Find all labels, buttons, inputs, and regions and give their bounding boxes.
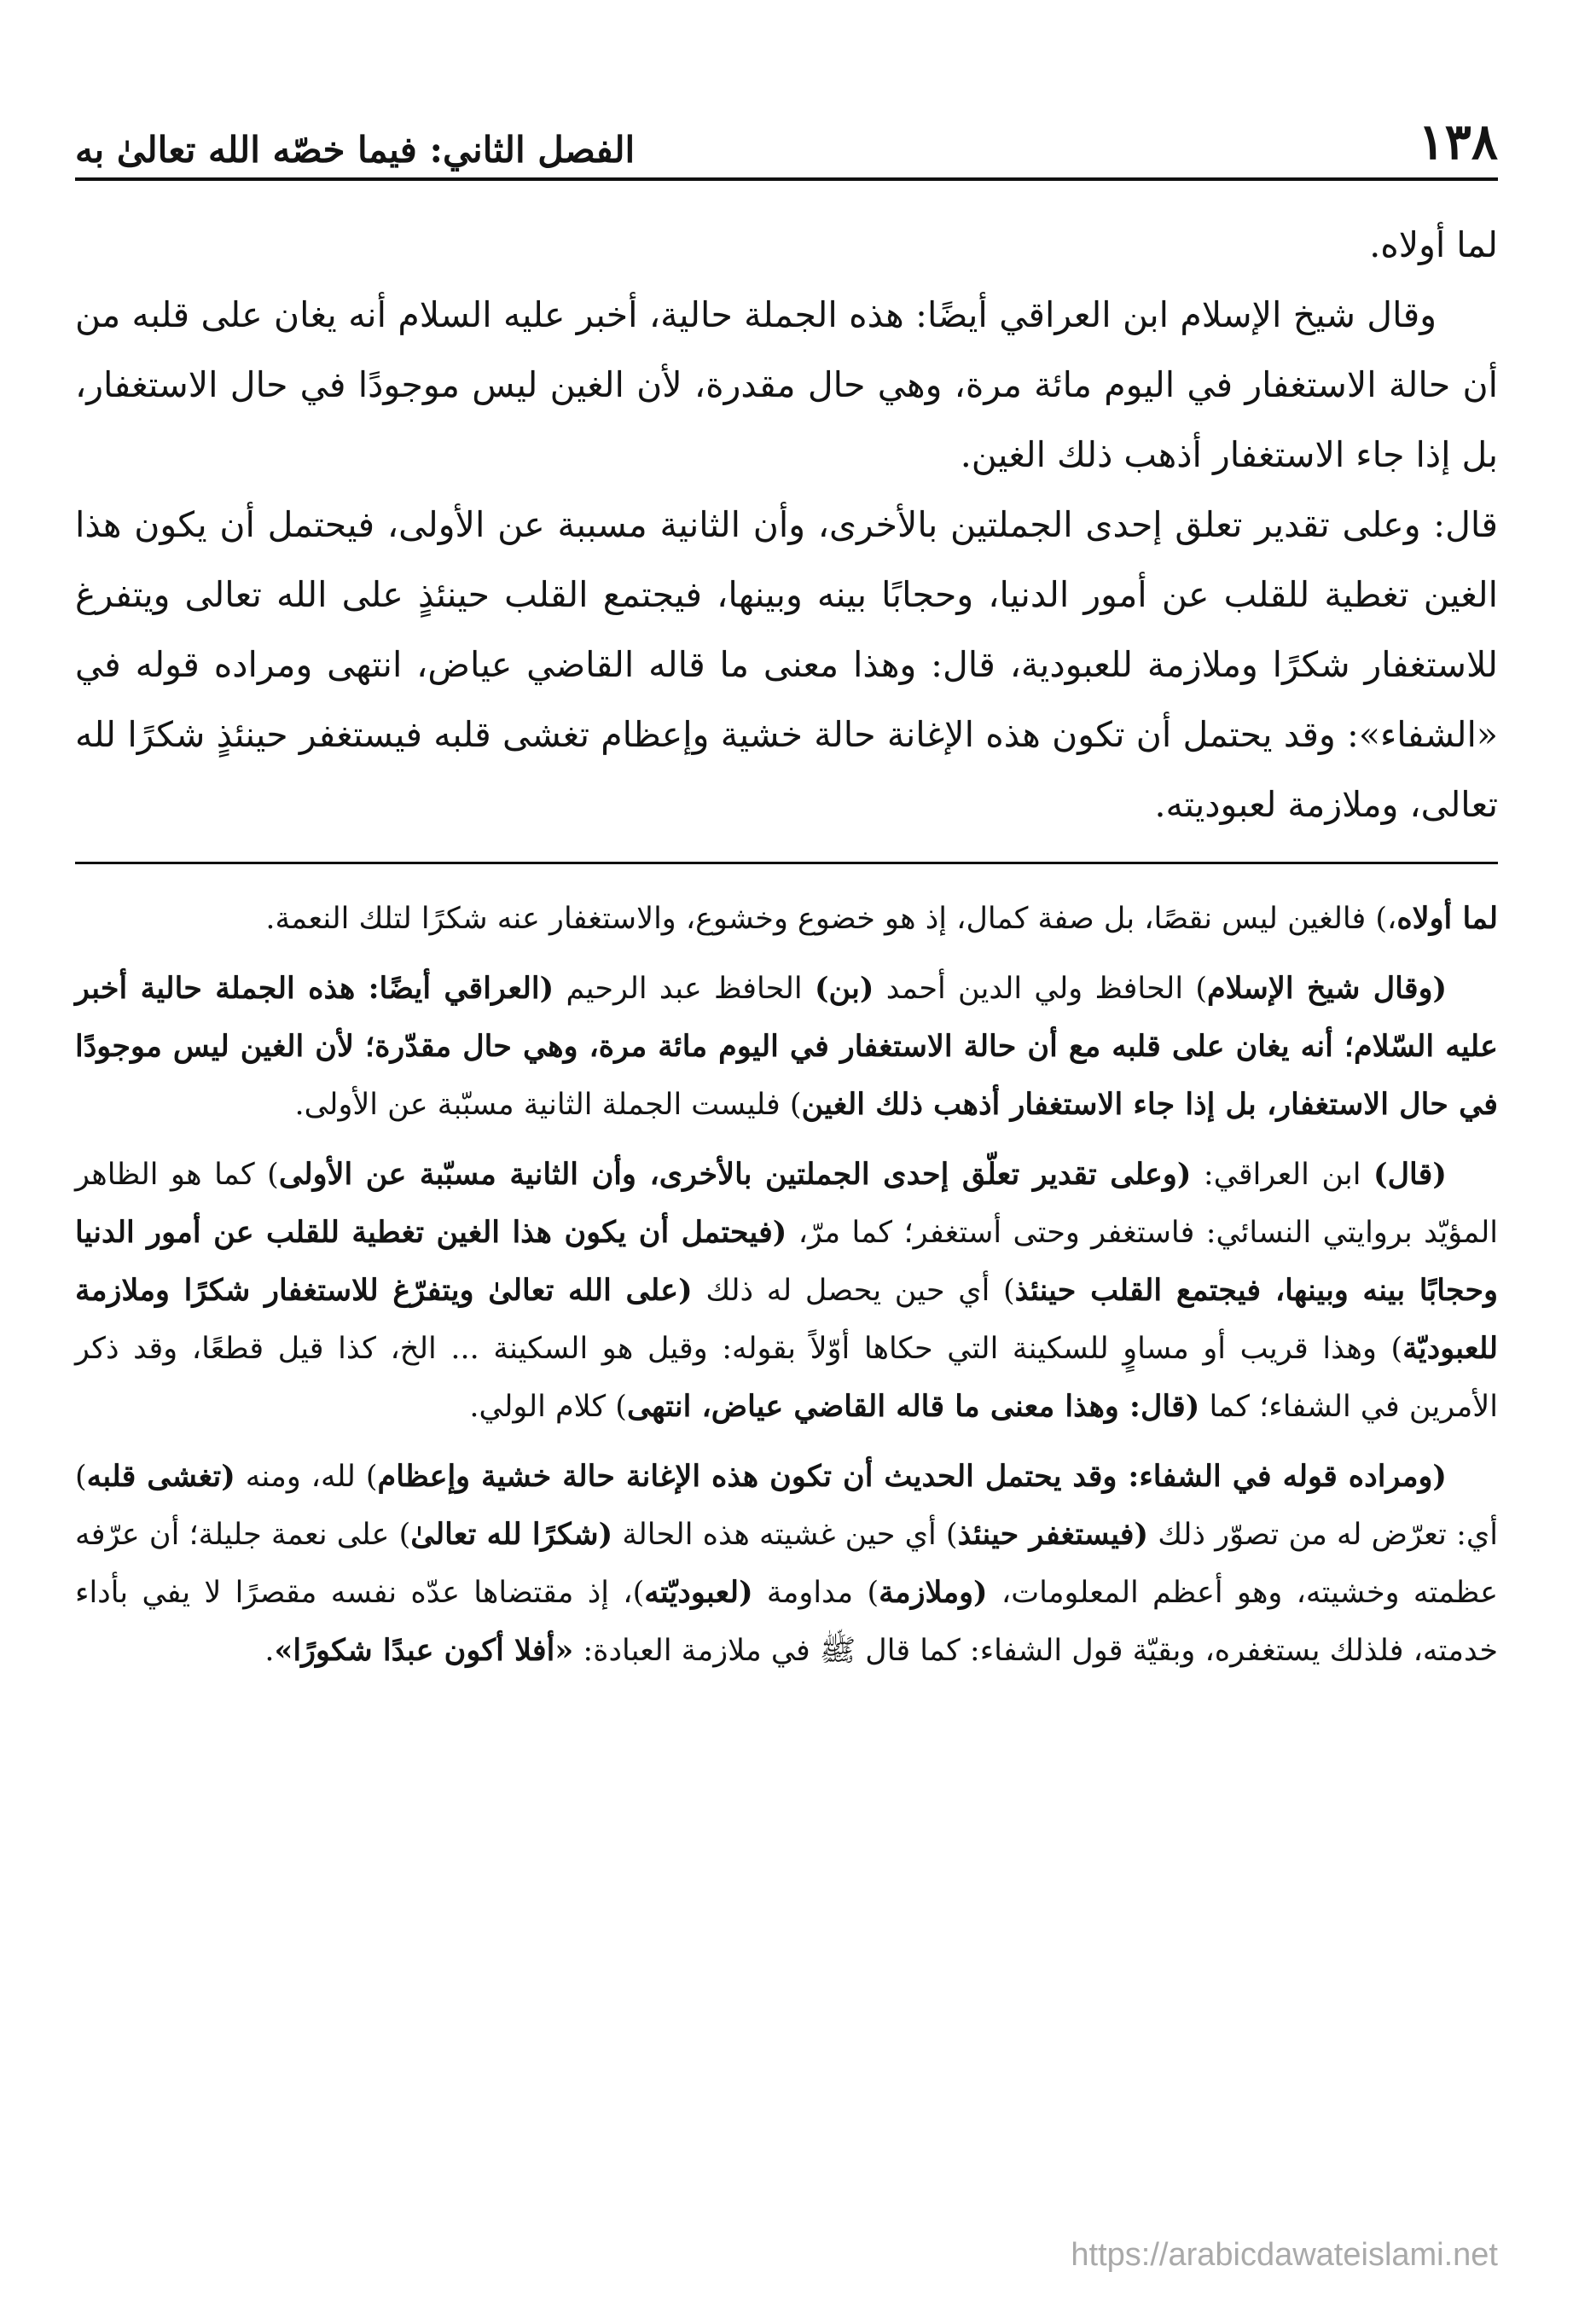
main-paragraph: وقال شيخ الإسلام ابن العراقي أيضًا: هذه الجملة حالية، أخبر عليه السلام أنه يغان على قلبه من أن حالة الاستغفار في اليوم مائة مرة، وهي حال مقدرة، لأن الغين ليس موجودًا في حال الاستغفار، بل إذا جاء الاستغفار أذهب ذلك الغين. <box>75 294 1498 475</box>
quoted-term: (تغشى قلبه <box>86 1459 235 1494</box>
book-page <box>75 94 1498 2278</box>
quoted-term: (فيستغفر حينئذ <box>957 1517 1149 1552</box>
commentary-text-span: ) الحافظ ولي الدين أحمد <box>874 972 1207 1006</box>
quoted-term: (العراقي أيضًا: هذه الجملة حالية أخبر عليه السّلام؛ أنه يغان على قلبه مع أن حالة الاستغفار في اليوم مائة مرة، وهي حال مقدّرة؛ لأن الغين ليس موجودًا في حال الاستغفار، بل إذا جاء الاستغفار أذهب ذلك الغين <box>75 971 1498 1122</box>
commentary-text-span: ) مداومة <box>752 1576 879 1610</box>
commentary-text-span: ) كلام الولي. <box>469 1390 627 1424</box>
commentary-text-span: ) على نعمة جليلة؛ أن عرّفه عظمته وخشيته، وهو أعظم المعلومات، <box>75 1518 1498 1610</box>
main-text <box>75 210 1498 840</box>
commentary-text <box>75 890 1498 1680</box>
commentary-text-span: ) أي حين يحصل له ذلك <box>692 1274 1015 1308</box>
watermark-url: https://arabicdawateislami.net <box>1071 2237 1498 2273</box>
quoted-term: «أفلا أكون عبدًا شكورًا» <box>274 1633 574 1668</box>
commentary-text-span: )، إذ مقتضاها عدّه نفسه مقصرًا لا يفي بأداء خدمته، فلذلك يستغفره، وبقيّة قول الشفاء: كما قال ﷺ في ملازمة العبادة: <box>75 1576 1498 1668</box>
quoted-term: (على الله تعالىٰ ويتفرّغ للاستغفار شكرًا وملازمة للعبوديّة <box>75 1273 1498 1366</box>
quoted-term: (قال: وهذا معنى ما قاله القاضي عياض، انتهى <box>626 1389 1200 1424</box>
quoted-term: (وعلى تقدير تعلّق إحدى الجملتين بالأخرى، وأن الثانية مسبّبة عن الأولى <box>278 1157 1192 1192</box>
section-divider <box>75 862 1498 864</box>
quoted-term: (قال) <box>1373 1157 1447 1192</box>
commentary-text-span: الحافظ عبد الرحيم <box>554 972 815 1006</box>
commentary-text-span: . <box>264 1634 275 1668</box>
main-paragraph: لما أولاه. <box>1369 224 1498 265</box>
commentary-text-span: ) لله، ومنه <box>235 1460 378 1494</box>
quoted-term: (لعبوديّته <box>644 1575 753 1610</box>
running-header <box>75 94 1498 181</box>
commentary-text-span: ) وهذا قريب أو مساوٍ للسكينة التي حكاها أوّلاً بقوله: وقيل هو السكينة ... الخ، كذا قيل قطعًا، وقد ذكر الأمرين في الشفاء؛ كما <box>75 1332 1498 1424</box>
commentary-paragraph <box>75 1146 1498 1436</box>
commentary-paragraph <box>75 890 1498 948</box>
commentary-text-span: ) أي حين غشيته هذه الحالة <box>612 1518 958 1552</box>
quoted-term: (وقال شيخ الإسلام <box>1207 971 1448 1006</box>
page-number: ١٣٨ <box>1418 113 1498 171</box>
commentary-text-span: ) فليست الجملة الثانية مسبّبة عن الأولى. <box>294 1088 802 1122</box>
commentary-paragraph <box>75 960 1498 1134</box>
commentary-text-span: ،) فالغين ليس نقصًا، بل صفة كمال، إذ هو خضوع وخشوع، والاستغفار عنه شكرًا لتلك النعمة. <box>265 902 1397 936</box>
quoted-term: (بن) <box>814 971 874 1006</box>
quoted-term: (وملازمة <box>879 1575 988 1610</box>
commentary-text-span: ابن العراقي: <box>1191 1158 1374 1192</box>
commentary-text-span: ) كما هو الظاهر المؤيّد بروايتي النسائي: فاستغفر وحتى أستغفر؛ كما مرّ، <box>75 1158 1498 1250</box>
quoted-term: (ومراده قوله في الشفاء: وقد يحتمل الحديث أن تكون هذه الإغانة حالة خشية وإعظام <box>377 1459 1447 1494</box>
commentary-text-span: ) أي: تعرّض له من تصوّر ذلك <box>75 1460 1499 1552</box>
commentary-paragraph <box>75 1448 1498 1680</box>
chapter-title: الفصل الثاني: فيما خصّه الله تعالىٰ به <box>75 129 636 171</box>
quoted-term: (شكرًا لله تعالىٰ <box>410 1517 613 1552</box>
quoted-term: لما أولاه <box>1396 901 1498 936</box>
quoted-term: (فيحتمل أن يكون هذا الغين تغطية للقلب عن أمور الدنيا وحجابًا بينه وبينها، فيجتمع القلب حينئذ <box>75 1215 1498 1308</box>
main-paragraph: قال: وعلى تقدير تعلق إحدى الجملتين بالأخرى، وأن الثانية مسببة عن الأولى، فيحتمل أن يكون هذا الغين تغطية للقلب عن أمور الدنيا، وحجابًا بينه وبينها، فيجتمع القلب حينئذٍ على الله تعالى ويتفرغ للاستغفار شكرًا وملازمة للعبودية، قال: وهذا معنى ما قاله القاضي عياض، انتهى ومراده قوله في «الشفاء»: وقد يحتمل أن تكون هذه الإغانة حالة خشية وإعظام تغشى قلبه فيستغفر حينئذٍ شكرًا لله تعالى، وملازمة لعبوديته. <box>75 504 1498 825</box>
